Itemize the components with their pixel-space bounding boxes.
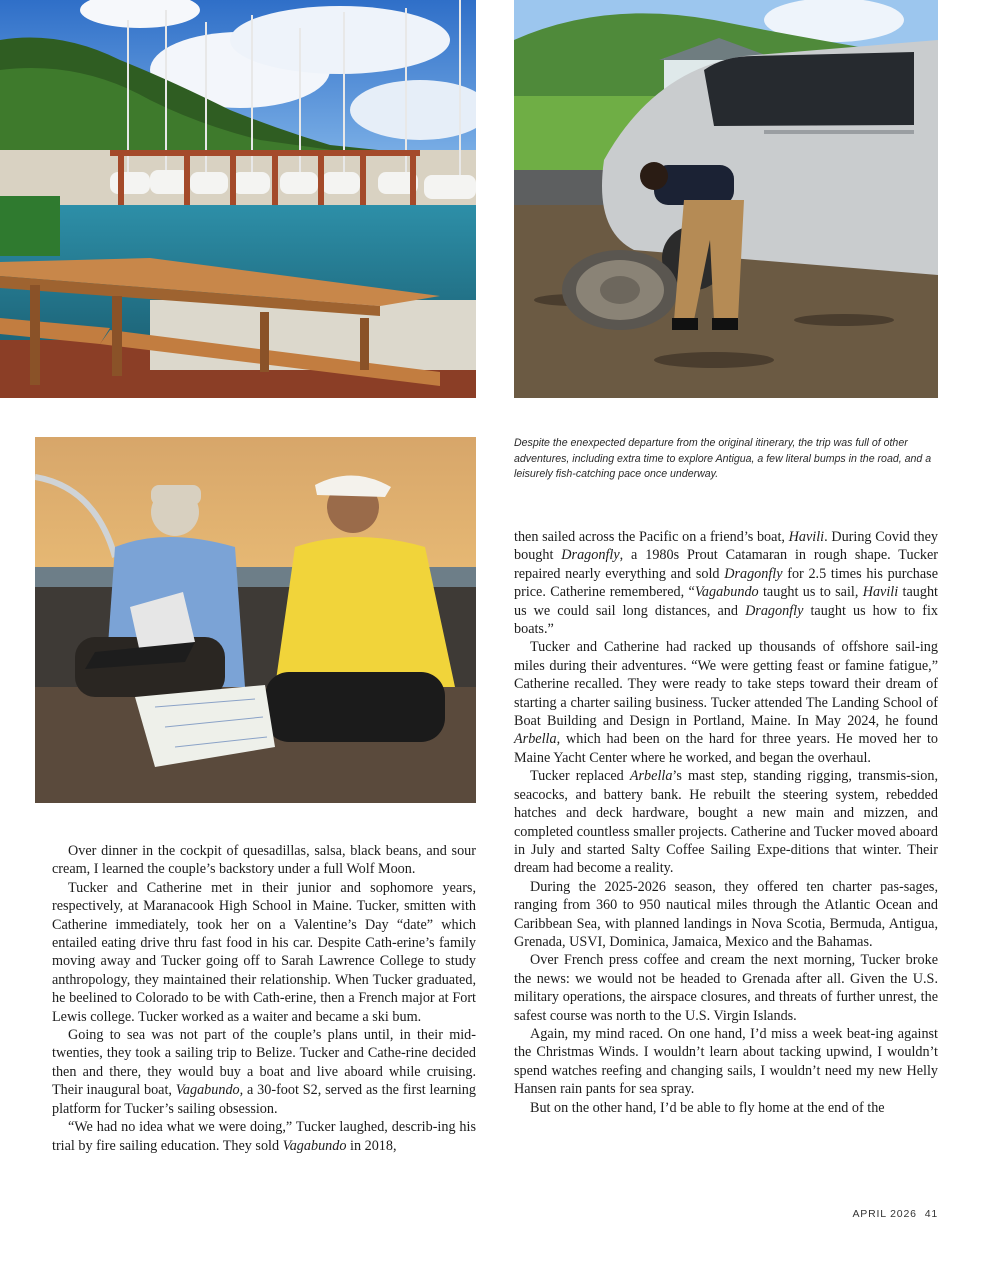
italic-title: Dragonfly (724, 565, 783, 582)
marina-photo-illustration (0, 0, 476, 398)
italic-title: Havili (788, 529, 825, 545)
italic-title: Vagabundo, (175, 1082, 244, 1099)
issue-date: APRIL 2026 (852, 1208, 917, 1220)
italic-title: Arbella (514, 731, 557, 748)
paragraph: During the 2025-2026 season, they offered ten charter pas-sages, ranging from 360 to 950 nautical miles through the Atlantic Ocean and Caribbean Sea, with planned landings in Nova Scotia, Bermuda, Antigua, Grenada, USVI, Dominica, Jamaica, Mexico and the Bahamas. (514, 878, 938, 950)
cockpit-photo (35, 437, 476, 803)
italic-title: Arbella (629, 768, 673, 785)
paragraph: Again, my mind raced. On one hand, I’d miss a week beat-ing against the Christmas Winds. I wouldn’t learn about tacking upwind, I wouldn’t spend watches reefing and changing sails, I wouldn’t need my new Helly Hansen rain pants for sea spray. (514, 1025, 938, 1098)
page-folio (760, 1208, 938, 1220)
tire-change-illustration (514, 0, 938, 398)
article-left-column (52, 842, 476, 1155)
paragraph: Tucker and Catherine met in their junior and sophomore years, respectively, at Maranacook High School in Maine. Tucker, smitten with Catherine immediately, took her on a Valentine’s Day “date” which entailed eating drive thru fast food in his car. Despite Cath-erine’s family moving away and Tucker going off to Sarah Lawrence College to study anthropology, they maintained their relationship. When Tucker graduated, he beelined to Colorado to be with Cath-erine, then a French major at Fort Lewis college. Tucker worked as a waiter and became a ski bum. (52, 879, 476, 1025)
italic-title: Dragonfly (561, 547, 620, 564)
marina-photo (0, 0, 476, 398)
paragraph: “We had no idea what we were doing,” Tucker laughed, describ-ing his trial by fire sailing education. They sold Vagabundo in 2018, (52, 1119, 476, 1154)
cockpit-illustration (35, 437, 476, 803)
paragraph: But on the other hand, I’d be able to fly home at the end of the (530, 1099, 885, 1116)
page-number: 41 (924, 1208, 938, 1220)
paragraph: Over French press coffee and cream the next morning, Tucker broke the news: we would not be headed to Grenada after all. Given the U.S. military operations, the airspace closures, and threats of further unrest, the safest course was north to the U.S. Virgin Islands. (514, 952, 938, 1024)
tire-change-photo (514, 0, 938, 398)
paragraph: Tucker and Catherine had racked up thousands of offshore sail-ing miles during their adventures. “We were getting feast or famine fatigue,” Catherine recalled. They were ready to take steps toward their dream of starting a charter sailing business. Tucker attended The Landing School of Boat Building and Design in Portland, Maine. In May 2024, he found Arbella, which had been on the hard for three years. He moved her to Maine Yacht Center where he worked, and began the overhaul. (514, 639, 938, 766)
paragraph: Over dinner in the cockpit of quesadillas, salsa, black beans, and sour cream, I learned the couple’s backstory under a full Wolf Moon. (52, 843, 476, 878)
article-right-column (514, 528, 938, 1117)
paragraph: Tucker replaced Arbella’s mast step, standing rigging, transmis-sion, seacocks, and battery bank. He rebuilt the steering system, rebedded hatches and deck hardware, bought a new main and mizzen, and completed countless smaller projects. Catherine and Tucker moved aboard in July and started Salty Coffee Sailing Expe-ditions that winter. Their dream had become a reality. (514, 768, 939, 877)
paragraph: Going to sea was not part of the couple’s plans until, in their mid-twenties, they took a sailing trip to Belize. Tucker and Cathe-rine decided then and there, they would buy a boat and live aboard while cruising. Their inaugural boat, Vagabundo, a 30-foot S2, served as the first learning platform for Tucker’s sailing obsession. (52, 1027, 476, 1117)
photo-caption: Despite the enexpected departure from the original itinerary, the trip was full of other adventures, including extra time to explore Antigua, a few literal bumps in the road, and a leisurely fish-catching pace once underway. (514, 437, 932, 481)
italic-title: Havili (862, 584, 899, 601)
italic-title: Vagabundo (694, 584, 759, 601)
paragraph: then sailed across the Pacific on a friend’s boat, Havili. During Covid they bought Dragonfly, a 1980s Prout Catamaran in rough shape. Tucker repaired nearly everything and sold Dragonfly for 2.5 times his purchase price. Catherine remembered, “Vagabundo taught us to sail, Havili taught us we could sail long distances, and Dragonfly taught us how to fix boats.” (514, 529, 938, 638)
italic-title: Vagabundo (282, 1137, 347, 1154)
italic-title: Dragonfly (745, 602, 804, 619)
